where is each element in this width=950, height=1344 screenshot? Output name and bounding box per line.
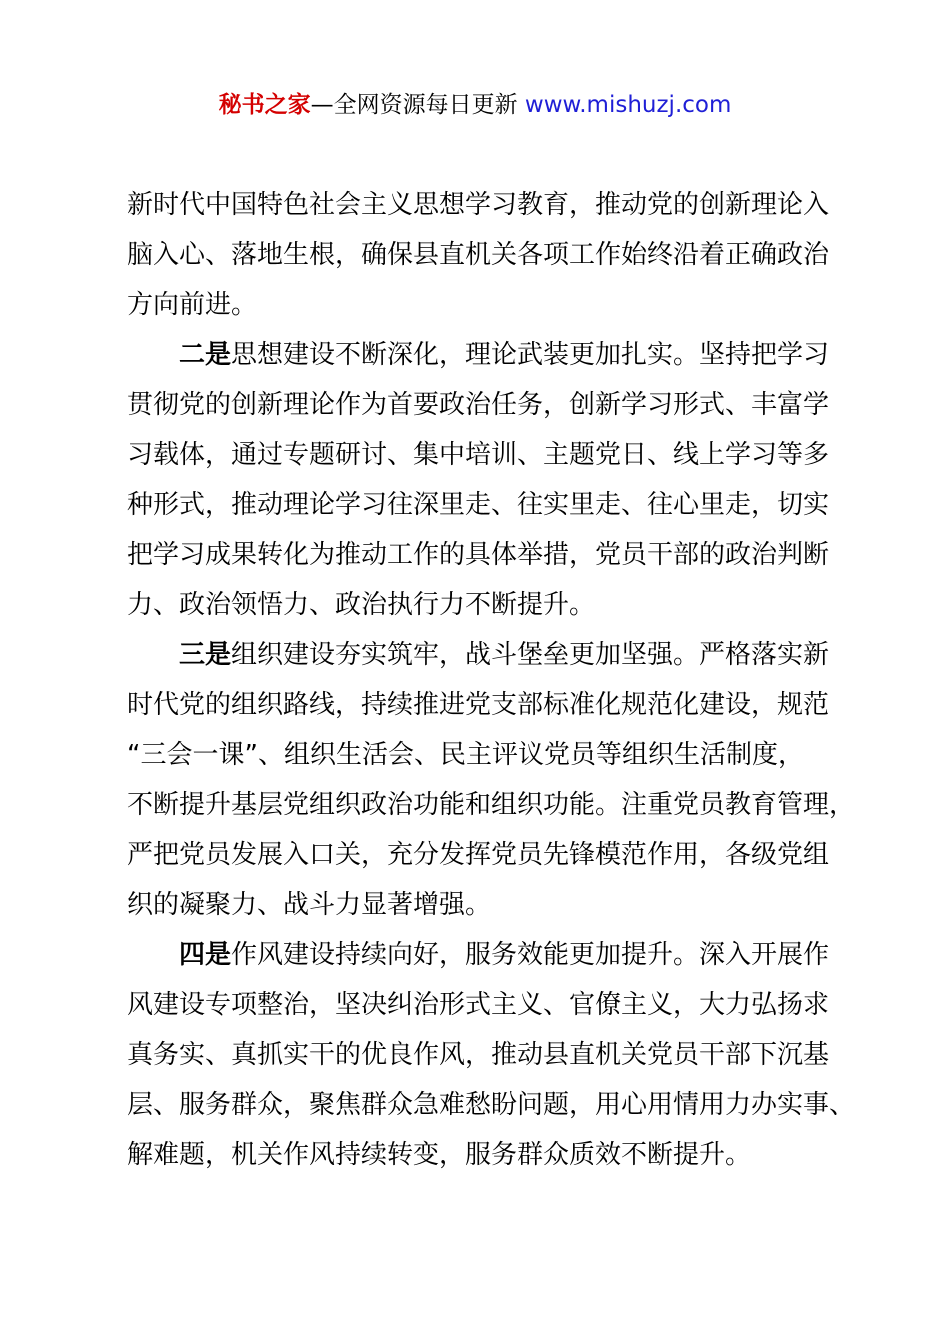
text-line: 新时代中国特色社会主义思想学习教育，推动党的创新理论入 xyxy=(127,190,830,220)
site-url[interactable]: www.mishuzj.com xyxy=(524,92,732,118)
paragraph-first-line xyxy=(127,630,839,680)
paragraph-first-line xyxy=(127,930,839,980)
text-line: 层、服务群众，聚焦群众急难愁盼问题，用心用情用力办实事、 xyxy=(127,1090,856,1120)
page-header xyxy=(0,88,950,122)
text-line: 习载体，通过专题研讨、集中培训、主题党日、线上学习等多 xyxy=(127,440,830,470)
text-line: 思想建设不断深化，理论武装更加扎实。坚持把学习 xyxy=(231,340,830,370)
paragraph-lead: 二是 xyxy=(179,340,232,370)
brand-name: 秘书之家 xyxy=(218,92,311,118)
text-line: 风建设专项整治，坚决纠治形式主义、官僚主义，大力弘扬求 xyxy=(127,990,830,1020)
text-line: 组织建设夯实筑牢，战斗堡垒更加坚强。严格落实新 xyxy=(231,640,830,670)
text-line: 作风建设持续向好，服务效能更加提升。深入开展作 xyxy=(231,940,830,970)
paragraph-3 xyxy=(127,630,856,930)
text-line: 方向前进。 xyxy=(127,290,258,320)
text-line: 真务实、真抓实干的优良作风，推动县直机关党员干部下沉基 xyxy=(127,1040,830,1070)
text-line: 把学习成果转化为推动工作的具体举措，党员干部的政治判断 xyxy=(127,540,830,570)
paragraph-4 xyxy=(127,930,856,1180)
text-line: 织的凝聚力、战斗力显著增强。 xyxy=(127,890,492,920)
paragraph-first-line xyxy=(127,330,839,380)
paragraph-1 xyxy=(127,180,839,330)
text-line: 不断提升基层党组织政治功能和组织功能。注重党员教育管理， xyxy=(127,790,856,820)
paragraph-lead: 三是 xyxy=(179,640,232,670)
text-line: 贯彻党的创新理论作为首要政治任务，创新学习形式、丰富学 xyxy=(127,390,830,420)
paragraph-2 xyxy=(127,330,839,630)
text-line: “三会一课”、组织生活会、民主评议党员等组织生活制度， xyxy=(127,740,804,770)
paragraph-lead: 四是 xyxy=(179,940,232,970)
text-line: 严把党员发展入口关，充分发挥党员先锋模范作用，各级党组 xyxy=(127,840,830,870)
text-line: 时代党的组织路线，持续推进党支部标准化规范化建设，规范 xyxy=(127,690,830,720)
text-line: 脑入心、落地生根，确保县直机关各项工作始终沿着正确政治 xyxy=(127,240,830,270)
text-line: 种形式，推动理论学习往深里走、往实里走、往心里走，切实 xyxy=(127,490,830,520)
header-tagline: —全网资源每日更新 xyxy=(310,92,525,118)
document-body xyxy=(127,180,856,1180)
text-line: 力、政治领悟力、政治执行力不断提升。 xyxy=(127,590,596,620)
text-line: 解难题，机关作风持续转变，服务群众质效不断提升。 xyxy=(127,1140,752,1170)
